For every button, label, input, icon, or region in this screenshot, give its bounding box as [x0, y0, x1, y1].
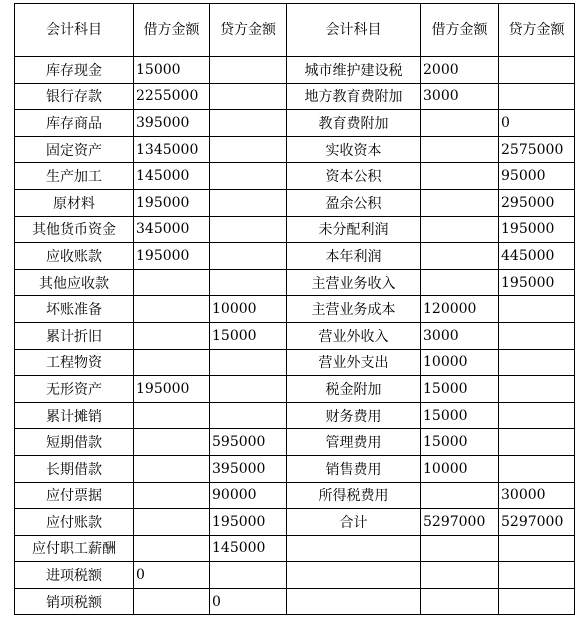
right-account-cell: 资本公积: [287, 163, 421, 190]
right-credit-cell: 2575000: [499, 136, 575, 163]
table-row: [15, 429, 575, 456]
right-debit-cell: [421, 136, 499, 163]
left-debit-cell: [134, 296, 210, 323]
left-account-cell: 短期借款: [15, 429, 134, 456]
left-account-cell: 销项税额: [15, 588, 134, 615]
table-row: [15, 509, 575, 536]
right-credit-cell: [499, 402, 575, 429]
left-credit-cell: 595000: [210, 429, 287, 456]
right-debit-cell: [421, 216, 499, 243]
right-debit-cell: [421, 243, 499, 270]
left-debit-cell: [134, 322, 210, 349]
right-account-cell: 所得税费用: [287, 482, 421, 509]
right-account-cell: 教育费附加: [287, 110, 421, 137]
table-row: [15, 110, 575, 137]
right-debit-cell: 15000: [421, 376, 499, 403]
left-debit-cell: [134, 588, 210, 615]
left-account-cell: 坏账准备: [15, 296, 134, 323]
table-row: [15, 349, 575, 376]
left-account-cell: 累计摊销: [15, 402, 134, 429]
table-row: [15, 535, 575, 562]
table-row: [15, 482, 575, 509]
right-account-cell: [287, 562, 421, 589]
left-credit-cell: [210, 402, 287, 429]
right-account-cell: 主营业务成本: [287, 296, 421, 323]
left-debit-cell: [134, 269, 210, 296]
left-credit-cell: 195000: [210, 509, 287, 536]
right-credit-cell: [499, 588, 575, 615]
right-credit-cell: 195000: [499, 216, 575, 243]
left-credit-cell: [210, 376, 287, 403]
left-credit-cell: [210, 269, 287, 296]
right-account-cell: 销售费用: [287, 455, 421, 482]
left-credit-cell: [210, 136, 287, 163]
left-debit-cell: 345000: [134, 216, 210, 243]
right-account-cell: 盈余公积: [287, 189, 421, 216]
right-account-cell: 地方教育费附加: [287, 83, 421, 110]
header-right-credit: 贷方金额: [499, 4, 575, 57]
right-debit-cell: [421, 562, 499, 589]
left-credit-cell: [210, 57, 287, 84]
left-debit-cell: 195000: [134, 189, 210, 216]
left-account-cell: 工程物资: [15, 349, 134, 376]
right-account-cell: 营业外收入: [287, 322, 421, 349]
left-credit-cell: 10000: [210, 296, 287, 323]
left-account-cell: 进项税额: [15, 562, 134, 589]
table-row: [15, 562, 575, 589]
right-credit-cell: [499, 562, 575, 589]
right-debit-cell: [421, 588, 499, 615]
right-credit-cell: 0: [499, 110, 575, 137]
left-credit-cell: 145000: [210, 535, 287, 562]
right-debit-cell: 15000: [421, 402, 499, 429]
right-debit-cell: [421, 535, 499, 562]
header-left-account: 会计科目: [15, 4, 134, 57]
left-debit-cell: 195000: [134, 243, 210, 270]
right-debit-cell: 3000: [421, 322, 499, 349]
left-account-cell: 累计折旧: [15, 322, 134, 349]
right-account-cell: 财务费用: [287, 402, 421, 429]
header-row: [15, 4, 575, 57]
left-credit-cell: [210, 243, 287, 270]
right-credit-cell: [499, 83, 575, 110]
ledger-body: [15, 57, 575, 615]
header-left-debit: 借方金额: [134, 4, 210, 57]
left-account-cell: 应付职工薪酬: [15, 535, 134, 562]
table-row: [15, 322, 575, 349]
table-row: [15, 136, 575, 163]
left-credit-cell: [210, 110, 287, 137]
right-debit-cell: [421, 189, 499, 216]
right-debit-cell: 3000: [421, 83, 499, 110]
trial-balance-table: [14, 3, 575, 615]
right-credit-cell: [499, 429, 575, 456]
right-account-cell: 城市维护建设税: [287, 57, 421, 84]
right-credit-cell: [499, 322, 575, 349]
right-credit-cell: 295000: [499, 189, 575, 216]
left-credit-cell: 395000: [210, 455, 287, 482]
left-credit-cell: 15000: [210, 322, 287, 349]
table-row: [15, 269, 575, 296]
left-account-cell: 银行存款: [15, 83, 134, 110]
left-credit-cell: [210, 216, 287, 243]
table-row: [15, 216, 575, 243]
table-row: [15, 83, 575, 110]
right-account-cell: 合计: [287, 509, 421, 536]
left-account-cell: 库存现金: [15, 57, 134, 84]
left-debit-cell: 195000: [134, 376, 210, 403]
left-debit-cell: 1345000: [134, 136, 210, 163]
left-credit-cell: [210, 163, 287, 190]
right-debit-cell: 15000: [421, 429, 499, 456]
left-credit-cell: [210, 83, 287, 110]
right-account-cell: 实收资本: [287, 136, 421, 163]
right-credit-cell: [499, 296, 575, 323]
left-account-cell: 其他应收款: [15, 269, 134, 296]
right-credit-cell: 5297000: [499, 509, 575, 536]
right-account-cell: 未分配利润: [287, 216, 421, 243]
left-debit-cell: [134, 535, 210, 562]
right-credit-cell: [499, 349, 575, 376]
left-credit-cell: [210, 349, 287, 376]
left-debit-cell: 0: [134, 562, 210, 589]
left-account-cell: 原材料: [15, 189, 134, 216]
left-account-cell: 应付账款: [15, 509, 134, 536]
left-debit-cell: [134, 482, 210, 509]
left-account-cell: 生产加工: [15, 163, 134, 190]
right-account-cell: 管理费用: [287, 429, 421, 456]
right-credit-cell: 95000: [499, 163, 575, 190]
right-debit-cell: [421, 110, 499, 137]
right-debit-cell: 10000: [421, 455, 499, 482]
ledger-table-container: [14, 3, 575, 615]
left-debit-cell: [134, 509, 210, 536]
right-account-cell: 本年利润: [287, 243, 421, 270]
left-credit-cell: [210, 189, 287, 216]
left-debit-cell: [134, 349, 210, 376]
right-credit-cell: [499, 455, 575, 482]
left-account-cell: 应收账款: [15, 243, 134, 270]
left-debit-cell: 15000: [134, 57, 210, 84]
right-debit-cell: [421, 482, 499, 509]
right-credit-cell: 195000: [499, 269, 575, 296]
table-row: [15, 455, 575, 482]
table-row: [15, 588, 575, 615]
right-account-cell: 税金附加: [287, 376, 421, 403]
left-account-cell: 应付票据: [15, 482, 134, 509]
right-debit-cell: [421, 269, 499, 296]
left-debit-cell: [134, 455, 210, 482]
right-credit-cell: 30000: [499, 482, 575, 509]
table-row: [15, 163, 575, 190]
right-account-cell: 营业外支出: [287, 349, 421, 376]
left-credit-cell: 0: [210, 588, 287, 615]
right-account-cell: 主营业务收入: [287, 269, 421, 296]
left-account-cell: 长期借款: [15, 455, 134, 482]
right-debit-cell: 2000: [421, 57, 499, 84]
left-account-cell: 其他货币资金: [15, 216, 134, 243]
right-debit-cell: 120000: [421, 296, 499, 323]
left-credit-cell: 90000: [210, 482, 287, 509]
header-right-account: 会计科目: [287, 4, 421, 57]
right-account-cell: [287, 588, 421, 615]
left-account-cell: 库存商品: [15, 110, 134, 137]
table-row: [15, 189, 575, 216]
table-row: [15, 296, 575, 323]
left-debit-cell: [134, 429, 210, 456]
left-debit-cell: 145000: [134, 163, 210, 190]
header-right-debit: 借方金额: [421, 4, 499, 57]
right-debit-cell: 10000: [421, 349, 499, 376]
right-credit-cell: 445000: [499, 243, 575, 270]
right-credit-cell: [499, 376, 575, 403]
table-row: [15, 376, 575, 403]
header-left-credit: 贷方金额: [210, 4, 287, 57]
left-debit-cell: 2255000: [134, 83, 210, 110]
left-account-cell: 固定资产: [15, 136, 134, 163]
table-row: [15, 402, 575, 429]
left-debit-cell: 395000: [134, 110, 210, 137]
right-account-cell: [287, 535, 421, 562]
table-row: [15, 57, 575, 84]
left-account-cell: 无形资产: [15, 376, 134, 403]
left-credit-cell: [210, 562, 287, 589]
right-credit-cell: [499, 535, 575, 562]
right-credit-cell: [499, 57, 575, 84]
right-debit-cell: 5297000: [421, 509, 499, 536]
left-debit-cell: [134, 402, 210, 429]
table-row: [15, 243, 575, 270]
right-debit-cell: [421, 163, 499, 190]
